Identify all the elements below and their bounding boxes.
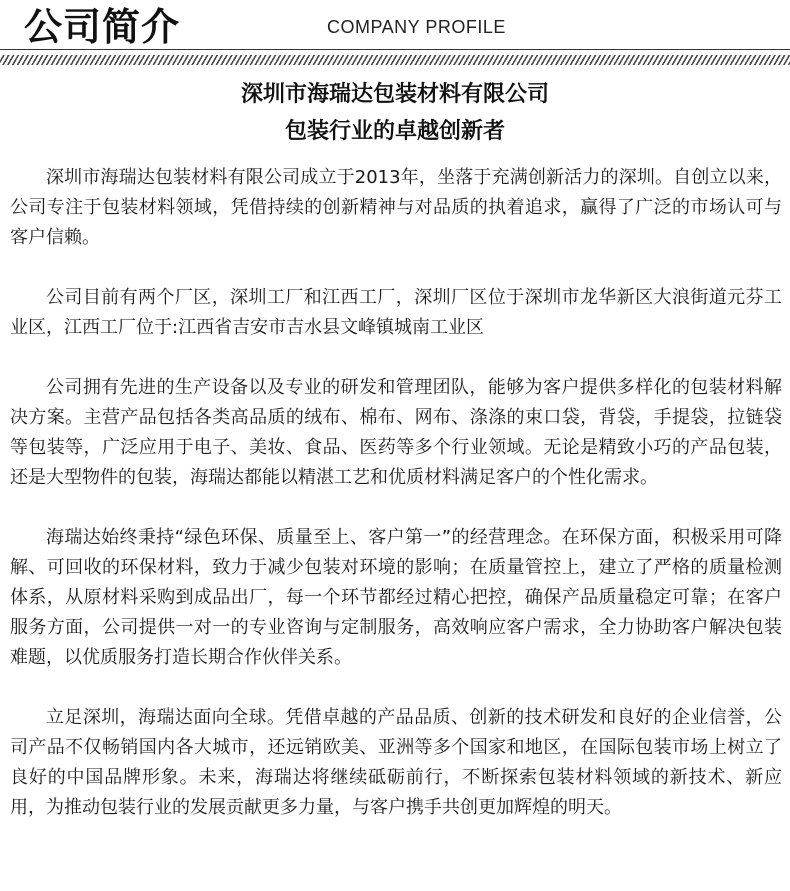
profile-body [10, 163, 782, 853]
slogan-heading: 包装行业的卓越创新者 [284, 119, 505, 144]
paragraph-factories: 公司目前有两个厂区，深圳工厂和江西工厂，深圳厂区位于深圳市龙华新区大浪街道元芬工业区，江西工厂位于:江西省吉安市吉水县文峰镇城南工业区 [10, 287, 782, 338]
header-title: 公司简介 [24, 4, 181, 49]
section-header [0, 0, 790, 70]
hatched-divider [0, 55, 790, 65]
header-subtitle: COMPANY PROFILE [327, 17, 506, 37]
header-divider [0, 49, 790, 50]
paragraph-global: 立足深圳，海瑞达面向全球。凭借卓越的产品品质、创新的技术研发和良好的企业信誉，公司产品不仅畅销国内各大城市，还远销欧美、亚洲等多个国家和地区，在国际包装市场上树立了良好的中国品牌形象。未来，海瑞达将继续砥砺前行，不断探索包装材料领域的新技术、新应用，为推动包装行业的发展贡献更多力量，与客户携手共创更加辉煌的明天。 [10, 707, 782, 818]
company-name-heading: 深圳市海瑞达包装材料有限公司 [240, 82, 549, 107]
paragraph-products: 公司拥有先进的生产设备以及专业的研发和管理团队，能够为客户提供多样化的包装材料解决方案。主营产品包括各类高品质的绒布、棉布、网布、涤涤的束口袋，背袋，手提袋，拉链袋等包装等，广泛应用于电子、美妆、食品、医药等多个行业领域。无论是精致小巧的产品包装，还是大型物件的包装，海瑞达都能以精湛工艺和优质材料满足客户的个性化需求。 [10, 377, 782, 488]
paragraph-philosophy: 海瑞达始终秉持“绿色环保、质量至上、客户第一”的经营理念。在环保方面，积极采用可降解、可回收的环保材料，致力于减少包装对环境的影响；在质量管控上，建立了严格的质量检测体系，从原材料采购到成品出厂，每一个环节都经过精心把控，确保产品质量稳定可靠；在客户服务方面，公司提供一对一的专业咨询与定制服务，高效响应客户需求，全力协助客户解决包装难题，以优质服务打造长期合作伙伴关系。 [10, 527, 782, 668]
paragraph-founding: 深圳市海瑞达包装材料有限公司成立于2013年，坐落于充满创新活力的深圳。自创立以来，公司专注于包装材料领域，凭借持续的创新精神与对品质的执着追求，赢得了广泛的市场认可与客户信赖。 [10, 167, 782, 248]
